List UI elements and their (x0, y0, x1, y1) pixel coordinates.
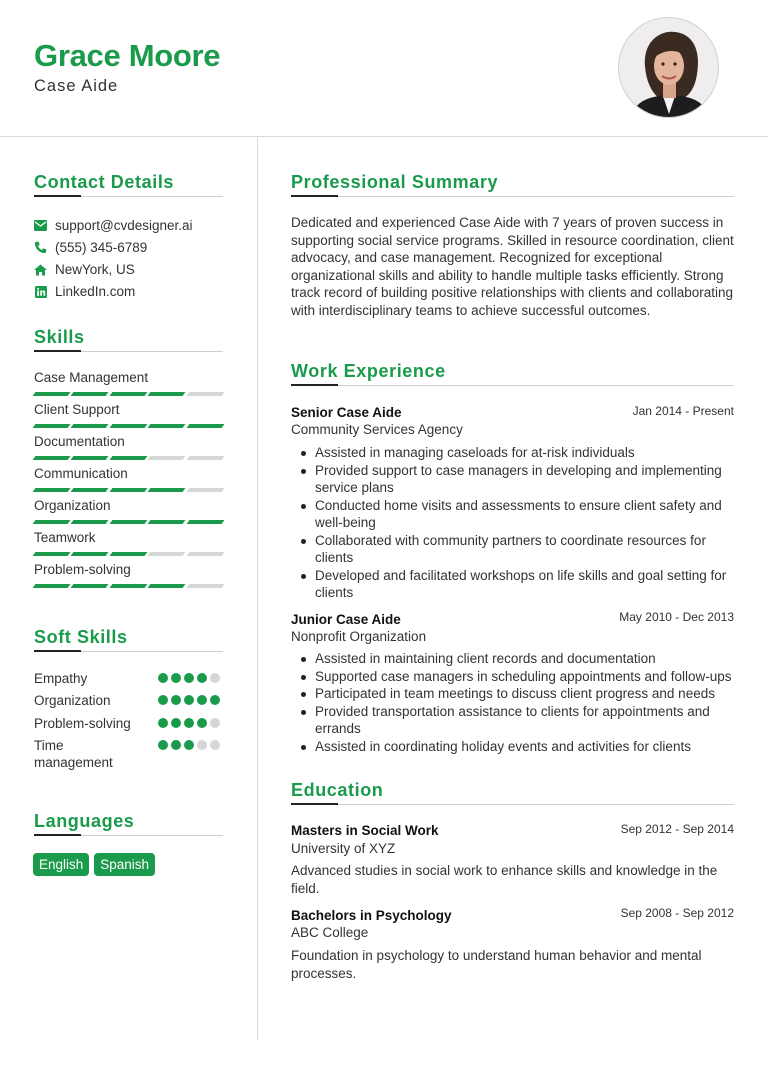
school-name: University of XYZ (291, 841, 396, 856)
skill-level-segment (148, 488, 186, 492)
skill-label: Communication (34, 466, 128, 481)
contact-phone-text: (555) 345-6789 (55, 240, 148, 255)
section-rule (34, 351, 223, 352)
skill-level-segment (33, 584, 71, 588)
skill-label: Client Support (34, 402, 120, 417)
skill-level-segment (148, 424, 186, 428)
list-item: Provided support to case managers in developing and implementing service plans (291, 462, 737, 497)
school-name: ABC College (291, 925, 369, 940)
rating-dot (197, 718, 207, 728)
skill-level-segment (186, 424, 224, 428)
skill-label: Problem-solving (34, 562, 131, 577)
skill-level-segment (33, 456, 71, 460)
job-date: May 2010 - Dec 2013 (619, 610, 734, 624)
skill-level-bar (34, 520, 223, 524)
summary-section-title: Professional Summary (291, 172, 499, 192)
language-badge: Spanish (94, 853, 155, 876)
candidate-name: Grace Moore (34, 38, 221, 73)
work-section-title: Work Experience (291, 361, 446, 381)
list-item: Assisted in coordinating holiday events and activities for clients (291, 738, 737, 756)
section-rule (291, 804, 734, 805)
skill-level-segment (109, 392, 147, 396)
skill-level-segment (33, 424, 71, 428)
job-organization: Community Services Agency (291, 422, 463, 437)
skill-level-segment (71, 392, 109, 396)
rating-dot (171, 673, 181, 683)
skill-level-segment (186, 584, 224, 588)
rating-dot (184, 673, 194, 683)
skill-level-segment (186, 456, 224, 460)
job-bullets (291, 650, 737, 755)
resume-header (0, 0, 768, 137)
languages-list (33, 853, 155, 876)
rating-dot (184, 695, 194, 705)
contact-linkedin[interactable] (34, 284, 135, 299)
contact-section-title: Contact Details (34, 172, 175, 192)
education-description: Foundation in psychology to understand human behavior and mental processes. (291, 948, 702, 981)
section-rule (34, 651, 223, 652)
degree-title: Bachelors in Psychology (291, 908, 452, 923)
skill-level-segment (71, 456, 109, 460)
list-item: Provided transportation assistance to clients for appointments and errands (291, 703, 737, 738)
section-rule (291, 385, 734, 386)
skill-level-segment (33, 488, 71, 492)
soft-skill-label: Organization (34, 693, 111, 708)
skill-label: Organization (34, 498, 111, 513)
skill-label: Case Management (34, 370, 149, 385)
rating-dot (210, 718, 220, 728)
language-badge: English (33, 853, 89, 876)
skill-level-segment (33, 552, 71, 556)
soft-skill-rating (158, 673, 220, 683)
rating-dot (171, 740, 181, 750)
rating-dot (197, 695, 207, 705)
skill-level-bar (34, 488, 223, 492)
rating-dot (184, 740, 194, 750)
skills-section-title: Skills (34, 327, 85, 347)
skill-level-segment (148, 456, 186, 460)
soft-skill-label: Empathy (34, 671, 88, 686)
soft-skill-rating (158, 740, 220, 750)
column-divider (257, 137, 258, 1040)
summary-text: Dedicated and experienced Case Aide with 7 years of proven success in supporting social service programs. Skilled in resource coordination, client advocacy, and case management. Recognized for exceptional organizational skills and ability to handle multiple tasks efficiently. Strong track record of building positive relationships with clients and collaborating with interdisciplinary teams to achieve successful outcomes. (291, 215, 734, 318)
skill-level-segment (109, 552, 147, 556)
soft-skill-rating (158, 695, 220, 705)
candidate-title: Case Aide (34, 77, 119, 95)
degree-title: Masters in Social Work (291, 823, 439, 838)
home-icon (34, 263, 47, 276)
skill-level-segment (71, 520, 109, 524)
skill-level-segment (71, 552, 109, 556)
list-item: Conducted home visits and assessments to ensure client safety and well-being (291, 497, 737, 532)
contact-linkedin-text: LinkedIn.com (55, 284, 136, 299)
soft-skill-label: Problem-solving (34, 716, 131, 731)
soft-skill-label: Time management (34, 738, 113, 770)
skill-level-segment (109, 456, 147, 460)
skill-level-segment (33, 392, 71, 396)
skill-level-bar (34, 392, 223, 396)
skill-level-segment (148, 520, 186, 524)
list-item: Participated in team meetings to discuss client progress and needs (291, 685, 737, 703)
languages-section-title: Languages (34, 811, 135, 831)
job-title: Senior Case Aide (291, 405, 402, 420)
rating-dot (210, 695, 220, 705)
skill-level-bar (34, 552, 223, 556)
skill-level-segment (148, 392, 186, 396)
skill-level-segment (109, 488, 147, 492)
skill-level-segment (148, 552, 186, 556)
job-bullets (291, 444, 737, 602)
soft-skills-section-title: Soft Skills (34, 627, 128, 647)
skill-level-segment (109, 520, 147, 524)
skill-level-segment (186, 520, 224, 524)
rating-dot (210, 740, 220, 750)
contact-location-text: NewYork, US (55, 262, 135, 277)
section-rule (34, 196, 223, 197)
skill-level-segment (71, 584, 109, 588)
skill-level-segment (186, 552, 224, 556)
job-date: Jan 2014 - Present (632, 404, 734, 418)
rating-dot (210, 673, 220, 683)
rating-dot (171, 695, 181, 705)
list-item: Assisted in maintaining client records and documentation (291, 650, 737, 668)
skill-level-segment (71, 424, 109, 428)
contact-email[interactable] (34, 218, 193, 233)
job-organization: Nonprofit Organization (291, 629, 427, 644)
envelope-icon (34, 219, 47, 232)
education-description: Advanced studies in social work to enhance skills and knowledge in the field. (291, 863, 718, 896)
rating-dot (158, 740, 168, 750)
section-rule (291, 196, 734, 197)
contact-email-text: support@cvdesigner.ai (55, 218, 193, 233)
list-item: Supported case managers in scheduling appointments and follow-ups (291, 668, 737, 686)
rating-dot (197, 740, 207, 750)
section-rule (34, 835, 223, 836)
linkedin-icon (34, 285, 47, 298)
skill-level-segment (109, 424, 147, 428)
contact-location (34, 262, 135, 277)
education-date: Sep 2008 - Sep 2012 (620, 906, 734, 920)
skill-level-bar (34, 456, 223, 460)
skill-label: Teamwork (34, 530, 96, 545)
skill-level-segment (109, 584, 147, 588)
skill-level-bar (34, 584, 223, 588)
education-section-title: Education (291, 780, 384, 800)
job-title: Junior Case Aide (291, 612, 401, 627)
education-date: Sep 2012 - Sep 2014 (620, 822, 734, 836)
contact-phone[interactable] (34, 240, 147, 255)
list-item: Developed and facilitated workshops on life skills and goal setting for clients (291, 567, 737, 602)
skill-level-segment (186, 488, 224, 492)
rating-dot (158, 673, 168, 683)
skill-level-segment (186, 392, 224, 396)
rating-dot (197, 673, 207, 683)
skill-level-bar (34, 424, 223, 428)
rating-dot (158, 718, 168, 728)
skill-level-segment (33, 520, 71, 524)
list-item: Collaborated with community partners to coordinate resources for clients (291, 532, 737, 567)
skill-level-segment (71, 488, 109, 492)
phone-icon (34, 241, 47, 254)
rating-dot (158, 695, 168, 705)
soft-skill-rating (158, 718, 220, 728)
profile-photo (618, 17, 719, 118)
skill-level-segment (148, 584, 186, 588)
rating-dot (184, 718, 194, 728)
skill-label: Documentation (34, 434, 125, 449)
list-item: Assisted in managing caseloads for at-risk individuals (291, 444, 737, 462)
rating-dot (171, 718, 181, 728)
